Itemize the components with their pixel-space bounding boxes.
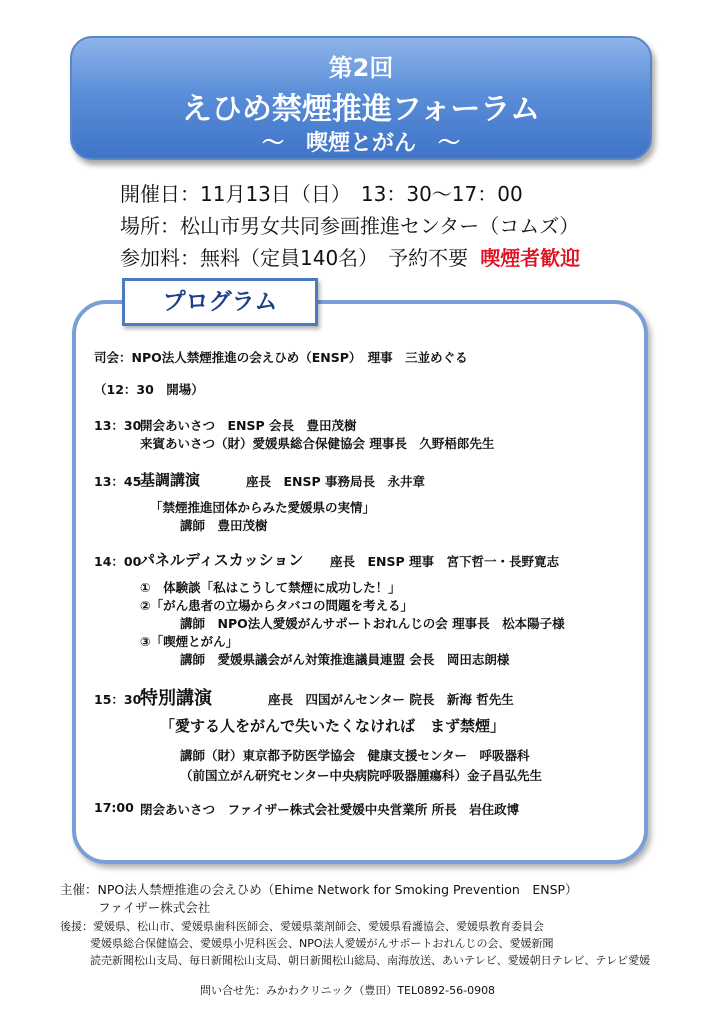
program-mc: 司会：NPO法人禁煙推進の会えひめ（ENSP） 理事 三並めぐる bbox=[94, 350, 468, 365]
title-banner bbox=[70, 36, 652, 160]
program-lecturer: 講師（財）東京都予防医学協会 健康支援センター 呼吸器科 bbox=[180, 748, 530, 763]
program-time: 15：30 bbox=[94, 692, 142, 707]
program-chair: 座長 四国がんセンター 院長 新海 哲先生 bbox=[268, 692, 514, 707]
program-time: 13：45 bbox=[94, 474, 142, 489]
program-session-title: パネルディスカッション bbox=[140, 551, 304, 569]
program-item: 来賓あいさつ（財）愛媛県総合保健協会 理事長 久野梧郎先生 bbox=[140, 436, 495, 451]
program-panel: ① 体験談「私はこうして禁煙に成功した！」 bbox=[140, 580, 401, 595]
program-lecturer: 講師 NPO法人愛媛がんサポートおれんじの会 理事長 松本陽子様 bbox=[180, 616, 565, 631]
program-open: （12：30 開場） bbox=[94, 382, 204, 397]
contact-info: 問い合せ先：みかわクリニック（豊田）TEL0892-56-0908 bbox=[200, 984, 496, 997]
program-lecturer: （前国立がん研究センター中央病院呼吸器腫瘍科）金子昌弘先生 bbox=[180, 768, 543, 783]
program-time: 13：30 bbox=[94, 418, 142, 433]
event-venue: 場所：松山市男女共同参画推進センター（コムズ） bbox=[120, 214, 580, 238]
event-fee: 参加料：無料（定員140名） 予約不要 bbox=[120, 246, 469, 270]
organizer: ファイザー株式会社 bbox=[98, 900, 211, 915]
title-subtitle: ～ 喫煙とがん ～ bbox=[261, 131, 460, 156]
program-session-title: 基調講演 bbox=[140, 471, 201, 489]
program-time: 14：00 bbox=[94, 554, 142, 569]
program-theme: 「禁煙推進団体からみた愛媛県の実情」 bbox=[150, 500, 376, 515]
title-main: えひめ禁煙推進フォーラム bbox=[181, 92, 541, 127]
supporters: 後援：愛媛県、松山市、愛媛県歯科医師会、愛媛県薬剤師会、愛媛県看護協会、愛媛県教育委員会 bbox=[60, 920, 544, 933]
title-edition: 第2回 bbox=[328, 54, 394, 82]
program-lecturer: 講師 愛媛県議会がん対策推進議員連盟 会長 岡田志朗様 bbox=[180, 652, 510, 667]
program-chair: 座長 ENSP 理事 宮下哲一・長野寛志 bbox=[330, 554, 560, 569]
smokers-welcome: 喫煙者歓迎 bbox=[480, 246, 581, 270]
program-session-title: 特別講演 bbox=[140, 688, 212, 709]
program-panel: ②「がん患者の立場からタバコの問題を考える」 bbox=[140, 598, 413, 613]
program-time: 17:00 bbox=[94, 800, 134, 815]
program-theme: 「愛する人をがんで失いたくなければ まず禁煙」 bbox=[160, 717, 506, 735]
program-panel: ③「喫煙とがん」 bbox=[140, 634, 239, 649]
supporters: 読売新聞松山支局、毎日新聞松山支局、朝日新聞松山総局、南海放送、あいテレビ、愛媛朝日テレビ、テレビ愛媛 bbox=[90, 954, 651, 967]
program-item: 開会あいさつ ENSP 会長 豊田茂樹 bbox=[140, 418, 357, 433]
program-heading: プログラム bbox=[122, 278, 318, 326]
event-fee-row bbox=[120, 242, 580, 271]
supporters: 愛媛県総合保健協会、愛媛県小児科医会、NPO法人愛媛がんサポートおれんじの会、愛媛新聞 bbox=[90, 937, 554, 950]
program-chair: 座長 ENSP 事務局長 永井章 bbox=[246, 474, 426, 489]
event-date: 開催日：11月13日（日） 13：30〜17：00 bbox=[120, 182, 523, 206]
organizer: 主催：NPO法人禁煙推進の会えひめ（Ehime Network for Smoking Prevention ENSP） bbox=[60, 882, 578, 897]
program-lecturer: 講師 豊田茂樹 bbox=[180, 518, 268, 533]
program-item: 閉会あいさつ ファイザー株式会社愛媛中央営業所 所長 岩住政博 bbox=[140, 802, 520, 817]
